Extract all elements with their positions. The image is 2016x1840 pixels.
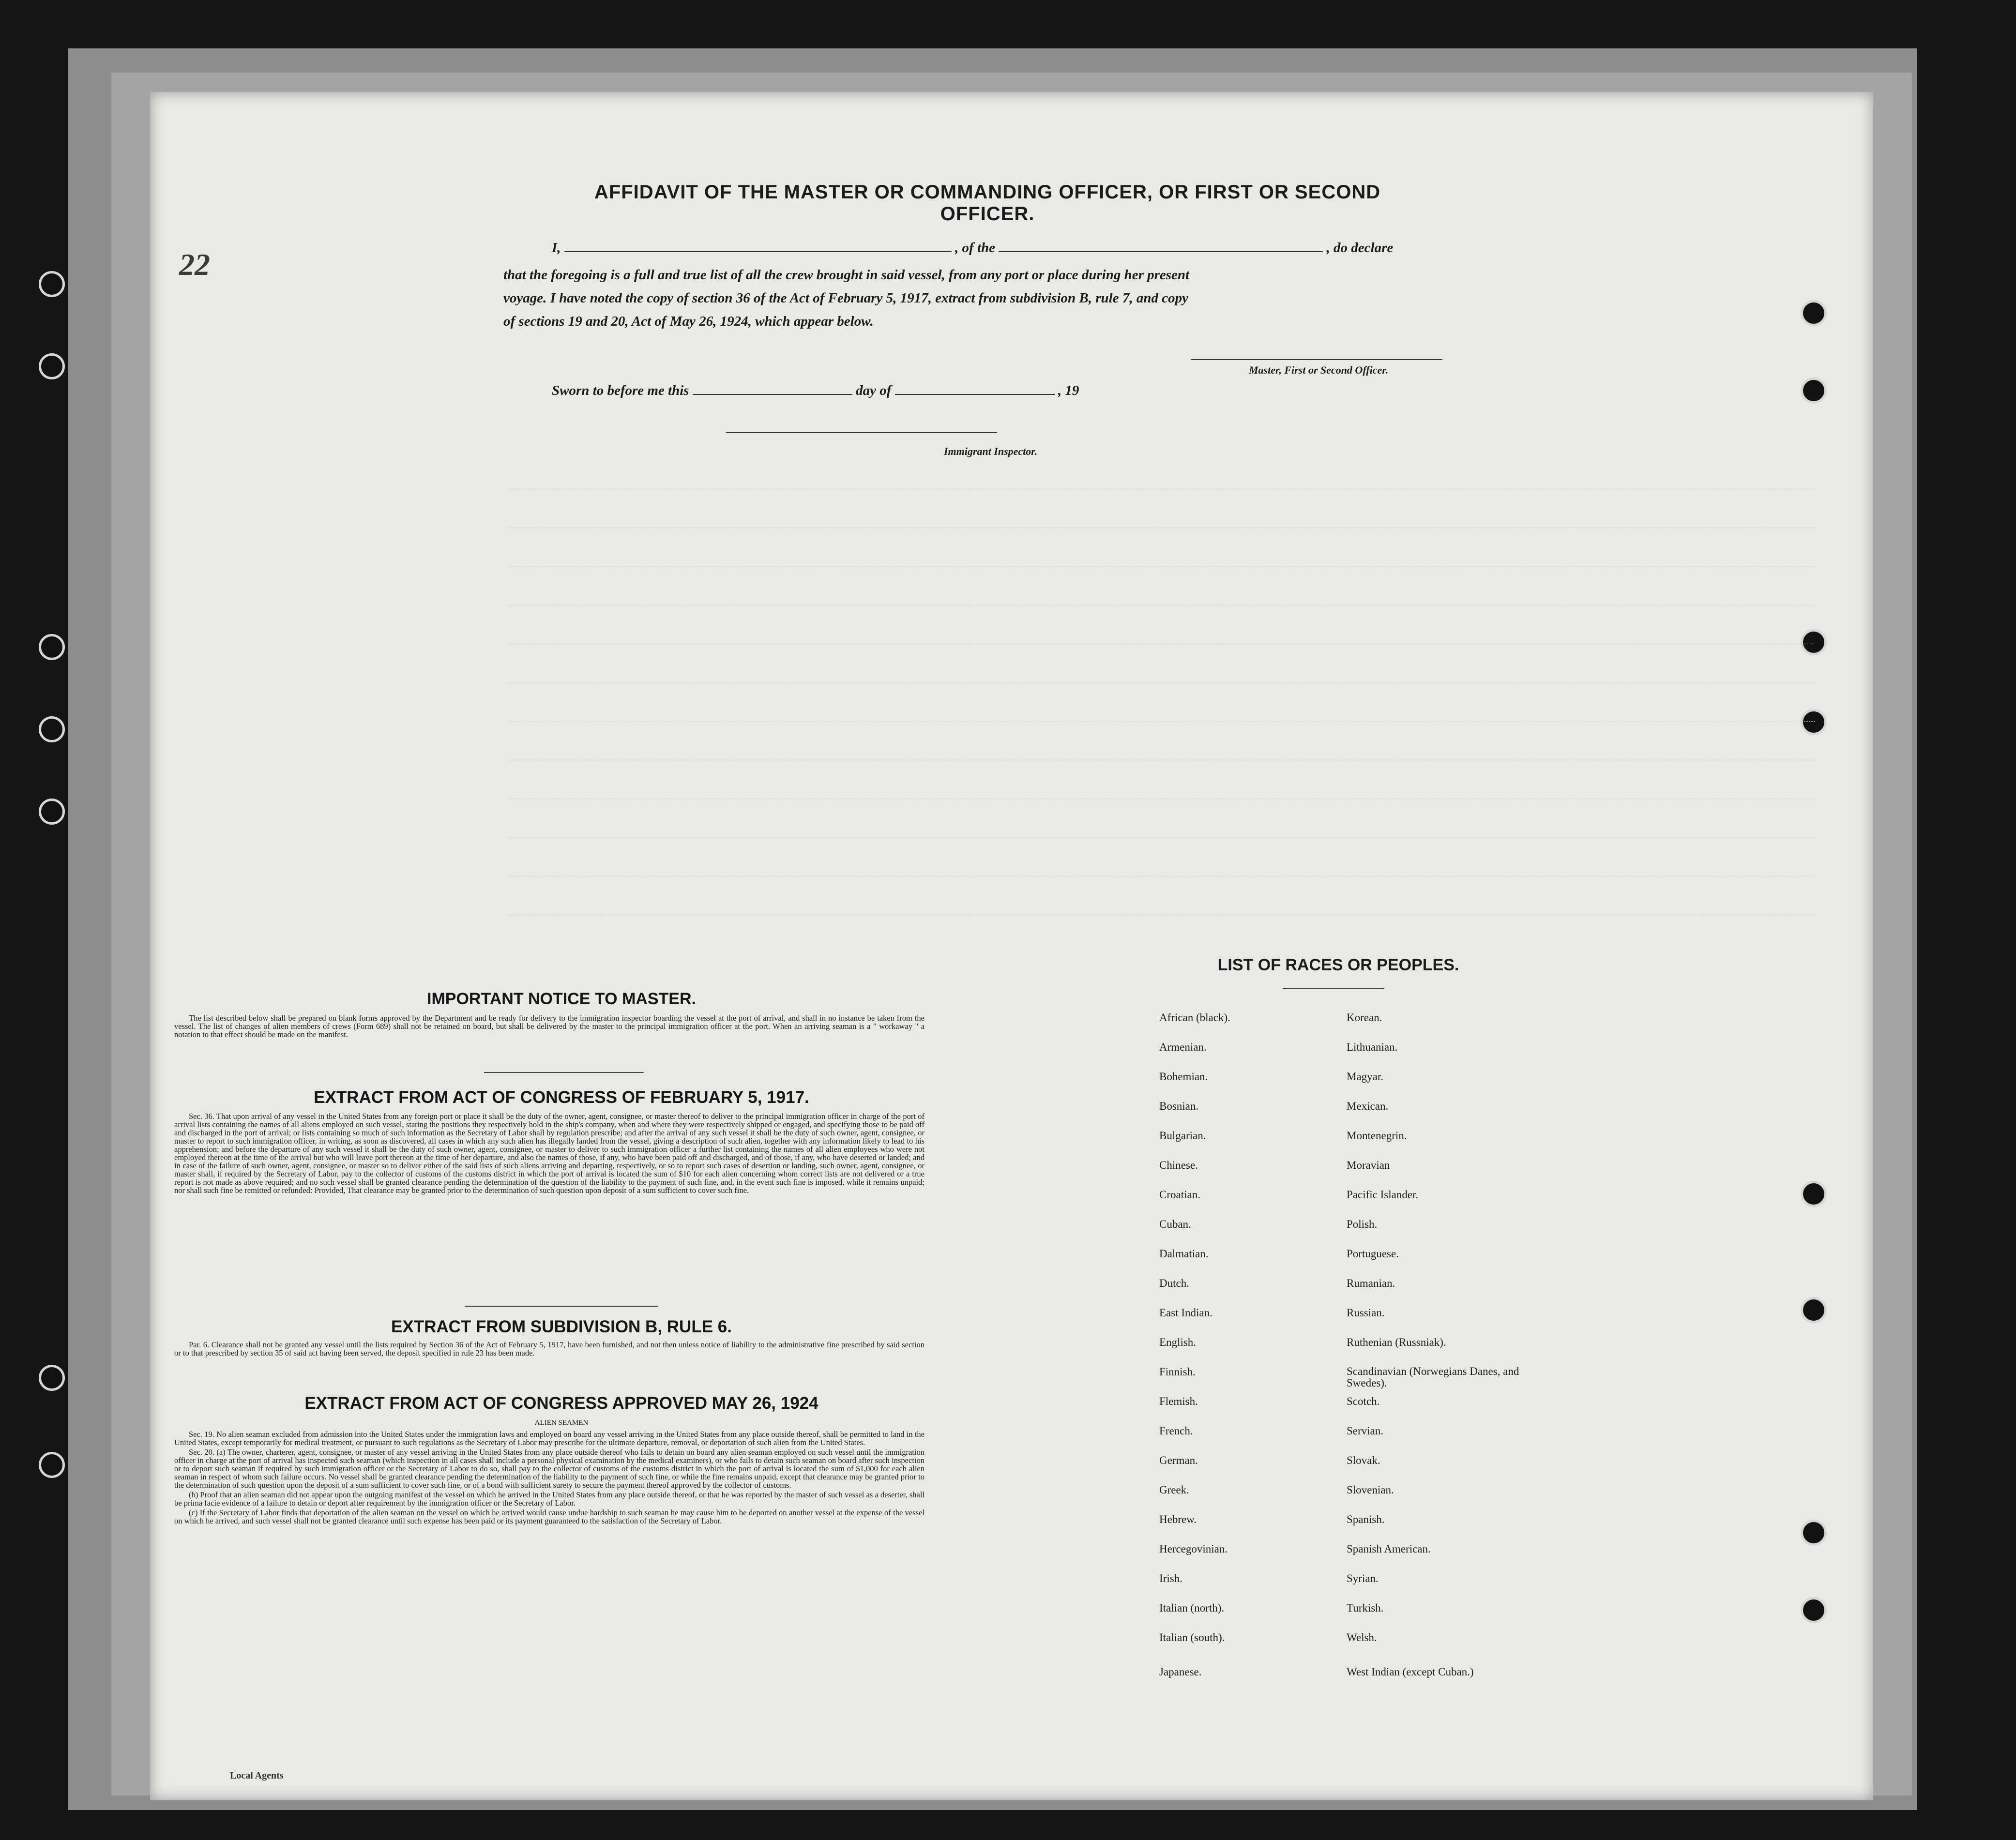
race-item: Korean. (1347, 1011, 1382, 1024)
race-item: Montenegrin. (1347, 1130, 1407, 1142)
sec-20-paragraph: Sec. 20. (a) The owner, charterer, agent, consignee, or master of any vessel arriving in the United States from any place outside thereof who fails to detain on board any alien seaman employed on such vessel until the immigration officer in charge at the port of arrival has inspected such seaman (which inspection in all cases shall include a personal physical examination by the medical examiners), or who fails to detain such seaman on board after such inspection or to deport such seaman if required by such immigration officer or the Secretary of Labor to do so, shall pay to the collector of customs of the customs district in which the port of arrival is located the sum of $1,000 for each alien seaman in respect of whom such failure occurs. No vessel shall be granted clearance pending the determination of the liability to the payment of such fine, or while the fine remains unpaid, except that clearance may be granted prior to the determination of such question upon the deposit of a sum sufficient to cover such fine, or of a bond with sufficient surety to secure the payment thereof approved by the collector of customs. (174, 1448, 925, 1490)
binder-hole (1801, 377, 1827, 404)
sec-20c-paragraph: (c) If the Secretary of Labor finds that deportation of the alien seaman on the vessel on which he arrived would cause undue hardship to such seaman he may cause him to be deported on another vessel at the expense of the vessel on which he arrived, and such vessel shall not be granted clearance until such expense has been paid or its payment guaranteed to the satisfaction of the Secretary of Labor. (174, 1508, 925, 1525)
binder-hole (1801, 300, 1827, 326)
sec-19-paragraph: Sec. 19. No alien seaman excluded from admission into the United States under the immigration laws and employed on board any vessel arriving in the United States from any place outside thereof, shall be permitted to land in the United States, except temporarily for medical treatment, or pursuant to such regulations as the Secretary of Labor may prescribe for the ultimate departure, removal, or deportation of such alien from the United States. (174, 1430, 925, 1447)
notice-text (174, 1014, 925, 1040)
race-item: Servian. (1347, 1425, 1384, 1437)
extract-1917-text (174, 1112, 925, 1196)
race-item: Cuban. (1159, 1218, 1191, 1230)
race-item: Magyar. (1347, 1071, 1384, 1083)
race-item: English. (1159, 1336, 1197, 1348)
race-item: West Indian (except Cuban.) (1347, 1666, 1474, 1678)
inspector-signature-label: Immigrant Inspector. (944, 445, 1038, 457)
binder-hole (39, 353, 65, 379)
races-underline (1283, 988, 1384, 989)
binder-hole (1801, 1597, 1827, 1623)
bleed-through-line (508, 682, 1815, 683)
race-item: Polish. (1347, 1218, 1378, 1230)
binder-hole (1801, 1520, 1827, 1546)
race-item: Dalmatian. (1159, 1248, 1209, 1260)
race-item: Scotch. (1347, 1395, 1380, 1407)
sworn-line-end: , 19 (1058, 383, 1079, 398)
race-item: Japanese. (1159, 1666, 1202, 1678)
race-item: Lithuanian. (1347, 1041, 1398, 1053)
section-divider (465, 1306, 658, 1307)
race-item: Chinese. (1159, 1159, 1198, 1171)
race-item: Slovak. (1347, 1454, 1380, 1466)
manifest-page (150, 92, 1873, 1800)
race-item: Ruthenian (Russniak). (1347, 1336, 1446, 1348)
section-divider (484, 1072, 644, 1073)
race-item: Welsh. (1347, 1631, 1377, 1644)
race-item: Rumanian. (1347, 1277, 1395, 1289)
extract-1924-title: EXTRACT FROM ACT OF CONGRESS APPROVED MAY 26, 1924 (304, 1394, 819, 1413)
name-blank (564, 240, 952, 252)
sworn-line (552, 382, 1079, 399)
race-item: Bulgarian. (1159, 1130, 1206, 1142)
affidavit-line-4: of sections 19 and 20, Act of May 26, 1924, which appear below. (503, 314, 874, 329)
binder-hole (39, 271, 65, 297)
race-item: Slovenian. (1347, 1484, 1394, 1496)
extract-1917-title: EXTRACT FROM ACT OF CONGRESS OF FEBRUARY 5, 1917. (314, 1088, 809, 1107)
affidavit-line-3: voyage. I have noted the copy of section 36 of the Act of February 5, 1917, extract from subdivision B, rule 7, and copy (503, 290, 1188, 306)
race-item: Irish. (1159, 1572, 1182, 1584)
master-signature-label: Master, First or Second Officer. (1249, 364, 1389, 376)
rule-6-text (174, 1341, 925, 1358)
affidavit-line-1-start: I, (552, 240, 561, 256)
vessel-blank (999, 240, 1323, 252)
race-item: Finnish. (1159, 1366, 1196, 1378)
race-item: Bohemian. (1159, 1071, 1208, 1083)
affidavit-line-2: that the foregoing is a full and true list of all the crew brought in said vessel, from any port or place during her present (503, 267, 1190, 283)
affidavit-line-1-end: , do declare (1326, 240, 1394, 256)
binder-hole (1801, 1297, 1827, 1323)
race-item: Armenian. (1159, 1041, 1207, 1053)
binder-hole (1801, 709, 1827, 735)
affidavit-line-1 (552, 240, 1393, 256)
race-item: Scandinavian (Norwegians Danes, and Swedes). (1347, 1365, 1519, 1389)
inspector-signature-line (726, 432, 997, 433)
race-item: Hercegovinian. (1159, 1543, 1228, 1555)
race-item: Italian (north). (1159, 1602, 1225, 1614)
page-number: 22 (179, 247, 210, 282)
race-item: Bosnian. (1159, 1100, 1199, 1112)
races-title: LIST OF RACES OR PEOPLES. (1217, 956, 1459, 974)
race-item: Portuguese. (1347, 1248, 1399, 1260)
binder-hole (39, 799, 65, 825)
race-item: East Indian. (1159, 1307, 1213, 1319)
sworn-day-blank (693, 382, 852, 395)
race-item: Italian (south). (1159, 1631, 1225, 1644)
sworn-line-mid: day of (856, 383, 892, 398)
race-item: French. (1159, 1425, 1193, 1437)
sec-36-paragraph: Sec. 36. That upon arrival of any vessel in the United States from any foreign port or place it shall be the duty of the owner, agent, consignee, or master thereof to deliver to the principal immigration officer in charge of the port of arrival lists containing the names of all aliens employed on such vessel, stating the positions they respectively hold in the ship's company, when and where they were respectively shipped or engaged, and specifying those to be paid off and discharged in the port of arrival; or lists containing so much of such information as the Secretary of Labor shall by regulation prescribe; and after the arrival of any such vessel it shall be the duty of such owner, agent, consignee, or master to report to such immigration officer, in writing, as soon as discovered, all cases in which any such alien has illegally landed from the vessel, giving a description of such alien, together with any information likely to lead to his apprehension; and before the departure of any such vessel it shall be the duty of such owner, agent, consignee, or master to deliver to such immigration officer a further list containing the names of all alien employees who were not employed thereon at the time of the arrival but who will leave port thereon at the time of her departure, and also the names of those, if any, who have been paid off and discharged, and of those, if any, who have deserted or landed; and in case of the failure of such owner, agent, consignee, or master so to deliver either of the said lists of such aliens arriving and departing, respectively, or so to report such cases of desertion or landing, such owner, agent, consignee, or master shall, if required by the Secretary of Labor, pay to the collector of customs of the customs district in which the port of arrival is located the sum of $10 for each alien concerning whom correct lists are not delivered or a true report is not made as above required; and no such vessel shall be granted clearance pending the determination of the question of the liability to the payment of such fine, and, in the event such fine is imposed, while it remains unpaid; nor shall such fine be remitted or refunded: Provided, That clearance may be granted prior to the determination of such question upon deposit of a sum sufficient to cover such fine. (174, 1112, 925, 1195)
sworn-line-start: Sworn to before me this (552, 383, 689, 398)
race-item: Syrian. (1347, 1572, 1379, 1584)
local-agents-label: Local Agents (230, 1770, 284, 1781)
binder-hole (39, 1452, 65, 1478)
bleed-through-line (508, 566, 1815, 567)
race-item: Flemish. (1159, 1395, 1198, 1407)
binder-hole (1801, 1181, 1827, 1207)
binder-hole (1801, 629, 1827, 655)
binder-hole (39, 634, 65, 660)
race-item: Mexican. (1347, 1100, 1389, 1112)
race-item: Russian. (1347, 1307, 1385, 1319)
bleed-through-line (508, 837, 1815, 838)
race-item: Moravian (1347, 1159, 1390, 1171)
race-item: Spanish American. (1347, 1543, 1431, 1555)
notice-title: IMPORTANT NOTICE TO MASTER. (427, 990, 696, 1008)
master-signature-line (1191, 359, 1442, 360)
race-item: Croatian. (1159, 1189, 1200, 1201)
affidavit-line-1-mid: , of the (955, 240, 996, 256)
extract-1924-text (174, 1430, 925, 1526)
alien-seamen-subtitle: ALIEN SEAMEN (534, 1419, 589, 1427)
affidavit-title: AFFIDAVIT OF THE MASTER OR COMMANDING OFFICER, OR FIRST OR SECOND OFFICER. (594, 181, 1381, 225)
race-item: Dutch. (1159, 1277, 1189, 1289)
race-item: Greek. (1159, 1484, 1189, 1496)
race-item: Pacific Islander. (1347, 1189, 1419, 1201)
rule-6-title: EXTRACT FROM SUBDIVISION B, RULE 6. (391, 1317, 732, 1336)
race-item: German. (1159, 1454, 1198, 1466)
sworn-month-blank (895, 382, 1055, 395)
binder-hole (39, 1365, 65, 1391)
race-item: Turkish. (1347, 1602, 1384, 1614)
sec-20b-paragraph: (b) Proof that an alien seaman did not appear upon the outgoing manifest of the vessel on which he arrived in the United States from any place outside thereof, or that he was reported by the master of such vessel as a deserter, shall be prima facie evidence of a failure to detain or deport after requirement by the immigration officer or the Secretary of Labor. (174, 1490, 925, 1508)
par-6-paragraph: Par. 6. Clearance shall not be granted any vessel until the lists required by Section 36 of the Act of February 5, 1917, have been furnished, and not then unless notice of liability to the administrative fine prescribed by said section or to that prescribed by section 35 of said act having been served, the deposit specified in rule 23 has been made. (174, 1340, 925, 1357)
race-item: Spanish. (1347, 1513, 1385, 1525)
binder-hole (39, 716, 65, 742)
bleed-through-line (508, 721, 1815, 722)
notice-paragraph: The list described below shall be prepared on blank forms approved by the Department and be ready for delivery to the immigration inspector boarding the vessel at the port of arrival, and shall in no instance be taken from the vessel. The list of changes of alien members of crews (Form 689) shall not be retained on board, but shall be delivered by the master to the principal immigration officer at the port. When an arriving seaman is a " workaway " a notation to that effect should be made on the manifest. (174, 1013, 925, 1039)
race-item: African (black). (1159, 1011, 1230, 1024)
race-item: Hebrew. (1159, 1513, 1197, 1525)
